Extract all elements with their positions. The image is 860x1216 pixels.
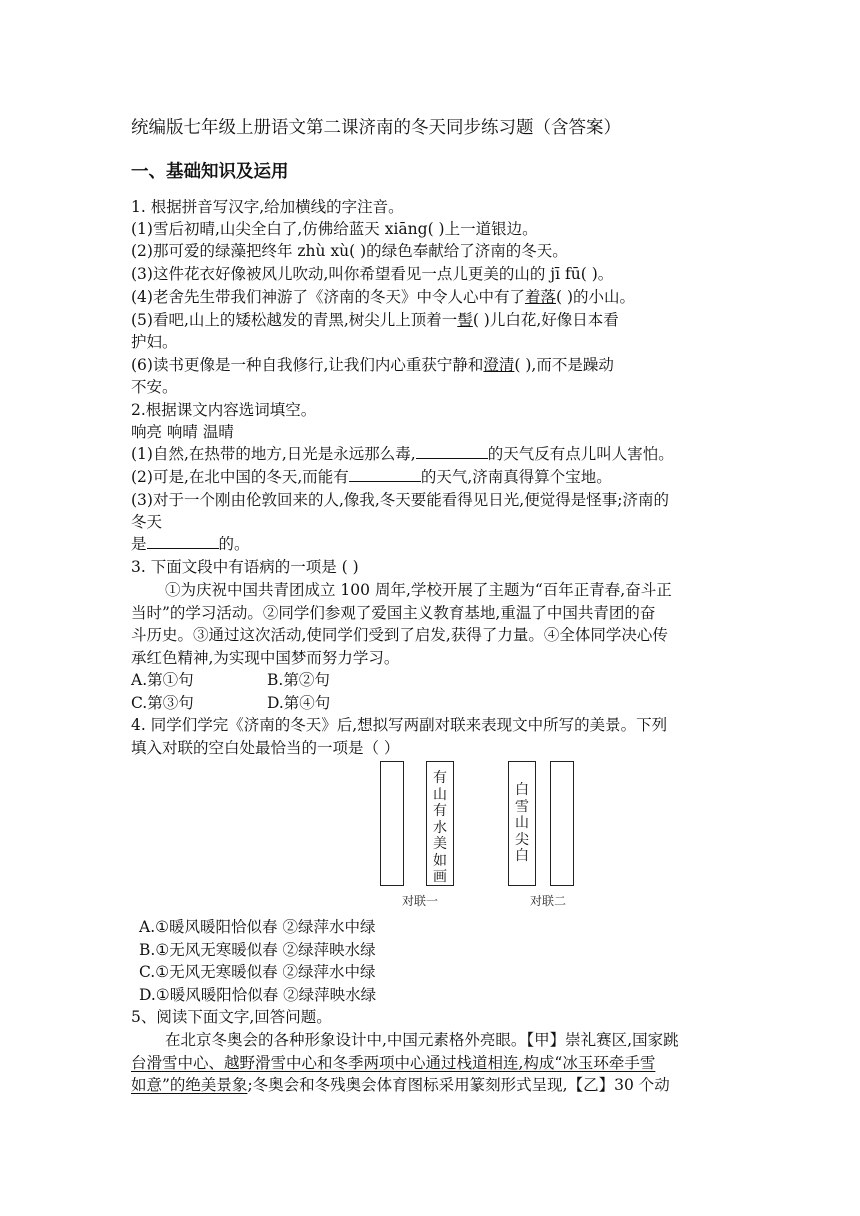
q1-item-4 [131,286,731,308]
couplet2-text: 白雪山尖白 [515,782,529,864]
q4-option-b: B.①无风无寒暖似春 ②绿萍映水绿 [139,941,376,959]
fill-blank [349,467,421,482]
q3-passage-line-4: 承红色精神,为实现中国梦而努力学习。 [131,649,400,667]
q1-item-6 [131,354,731,376]
text: ;冬奥会和冬残奥会体育图标采用篆刻形式呈现,【乙】30 个动 [247,1076,670,1094]
q1-item-6-cont: 不安。 [131,378,178,396]
q4-option-c: C.①无风无寒暖似春 ②绿萍水中绿 [139,963,376,981]
q3-option-a: A.第①句 [131,671,194,689]
q1-item-2: (2)那可爱的绿藻把终年 zhù xù( )的绿色奉献给了济南的冬天。 [131,242,568,260]
q1-item-5-cont: 护妇。 [131,333,178,351]
q4-stem-line-2: 填入对联的空白处最恰当的一项是（ ） [131,739,400,757]
text: ( )儿白花,好像日本看 [472,311,619,329]
underlined-word: 髻 [457,311,473,329]
section-heading: 一、基础知识及运用 [131,162,289,182]
text: 是 [131,535,147,553]
document-title: 统编版七年级上册语文第二课济南的冬天同步练习题（含答案） [131,118,621,138]
q2-item-3: (3)对于一个刚由伦敦回来的人,像我,冬天要能看得见日光,便觉得是怪事;济南的 [131,491,669,509]
couplet1-filled-scroll [426,761,454,886]
q1-item-1: (1)雪后初晴,山尖全白了,仿佛给蓝天 xiāng( )上一道银边。 [131,220,538,238]
q5-passage-line-2: 台滑雪中心、越野滑雪中心和冬季两项中心通过栈道相连,构成“冰玉环牵手雪 [131,1054,656,1072]
q3-option-d: D.第④句 [267,694,331,712]
couplet1-blank-scroll [380,761,404,886]
q1-item-3: (3)这件花衣好像被风儿吹动,叫你希望看见一点儿更美的山的 jī fū( )。 [131,265,614,283]
couplet1-caption: 对联一 [402,894,439,908]
couplet2-caption: 对联二 [530,894,567,908]
q2-item-3-blank-line [131,533,731,555]
q2-word-bank: 响亮 响晴 温晴 [131,423,234,441]
couplet2-filled-scroll [508,761,536,886]
q4-option-a: A.①暖风暖阳恰似春 ②绿萍水中绿 [139,918,376,936]
q2-item-1 [131,443,731,465]
q1-stem: 1. 根据拼音写汉字,给加横线的字注音。 [131,198,404,216]
q3-option-c: C.第③句 [131,694,194,712]
q2-item-2 [131,466,731,488]
q3-option-b: B.第②句 [267,671,330,689]
q1-item-5 [131,309,731,331]
text: (6)读书更像是一种自我修行,让我们内心重获宁静和 [131,356,484,374]
underlined-text: 如意”的绝美景象 [131,1076,248,1094]
q3-stem: 3. 下面文段中有语病的一项是 ( ) [131,558,359,576]
text: (2)可是,在北中国的冬天,而能有 [131,468,349,486]
q4-option-d: D.①暖风暖阳恰似春 ②绿萍映水绿 [139,986,377,1004]
q2-stem: 2.根据课文内容选词填空。 [131,401,317,419]
text: ( )的小山。 [555,288,636,306]
q2-item-3-cont: 冬天 [131,513,163,531]
q5-passage-line-3 [131,1074,731,1096]
q3-passage-line-1: ①为庆祝中国共青团成立 100 周年,学校开展了主题为“百年正青春,奋斗正 [165,581,672,599]
text: (4)老舍先生带我们神游了《济南的冬天》中令人心中有了 [131,288,525,306]
fill-blank [416,444,488,459]
q5-stem: 5、阅读下面文字,回答问题。 [131,1008,332,1026]
text: 的天气,济南真得算个宝地。 [420,468,612,486]
couplet1-text: 有山有水美如画 [433,770,447,885]
q4-stem-line-1: 4. 同学们学完《济南的冬天》后,想拟写两副对联来表现文中所写的美景。下列 [131,716,668,734]
fill-blank [147,534,219,549]
couplet-diagram [380,761,580,911]
text: 的。 [218,535,250,553]
text: (1)自然,在热带的地方,日光是永远那么毒, [131,445,416,463]
q3-passage-line-3: 斗历史。③通过这次活动,使同学们受到了启发,获得了力量。④全体同学决心传 [131,626,668,644]
q5-passage-line-1: 在北京冬奥会的各种形象设计中,中国元素格外亮眼。【甲】崇礼赛区,国家跳 [165,1031,679,1049]
text: ( ),而不是躁动 [514,356,614,374]
underlined-word: 澄清 [483,356,515,374]
text: 的天气反有点儿叫人害怕。 [487,445,674,463]
text: (5)看吧,山上的矮松越发的青黑,树尖儿上顶着一 [131,311,458,329]
q3-passage-line-2: 当时”的学习活动。②同学们参观了爱国主义教育基地,重温了中国共青团的奋 [131,604,656,622]
underlined-word: 着落 [524,288,556,306]
couplet2-blank-scroll [550,761,574,886]
